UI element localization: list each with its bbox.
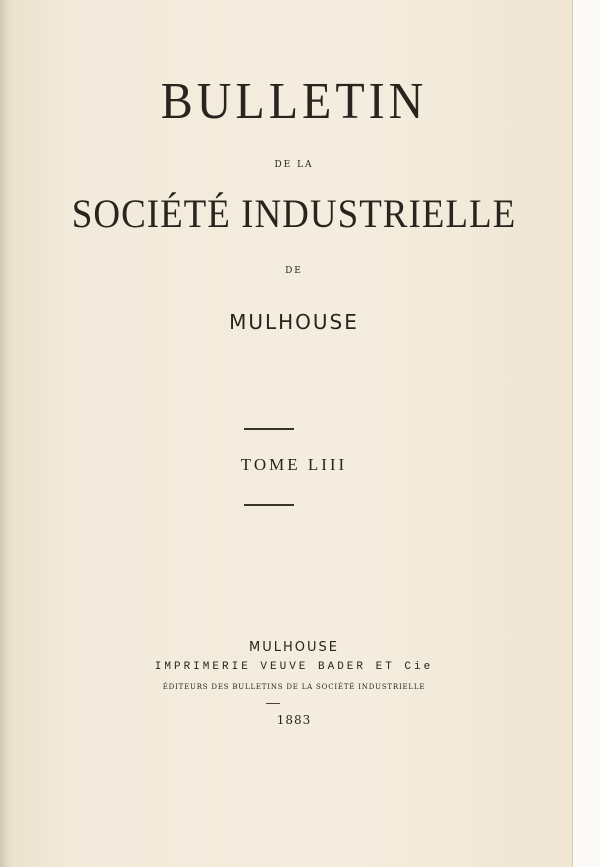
publication-year: 1883 (276, 713, 312, 727)
de-la-text: DE LA (274, 160, 314, 170)
title-page (16, 0, 572, 867)
divider-rule-bottom (244, 504, 294, 506)
book-spine-shadow (0, 0, 16, 867)
scan-margin (573, 0, 600, 867)
bulletin-title: BULLETIN (160, 72, 428, 131)
divider-rule-top (244, 428, 294, 430)
city-name: MULHOUSE (229, 310, 359, 334)
society-name: SOCIÉTÉ INDUSTRIELLE (71, 192, 517, 237)
de-text: DE (285, 266, 303, 276)
editors-line: ÉDITEURS DES BULLETINS DE LA SOCIÉTÉ INDUSTRIELLE (162, 683, 426, 691)
volume-label: TOME LIII (240, 455, 348, 474)
printer-name: IMPRIMERIE VEUVE BADER ET Cie (154, 661, 434, 673)
publisher-city: MULHOUSE (249, 640, 339, 655)
ornament-rule (266, 703, 280, 704)
